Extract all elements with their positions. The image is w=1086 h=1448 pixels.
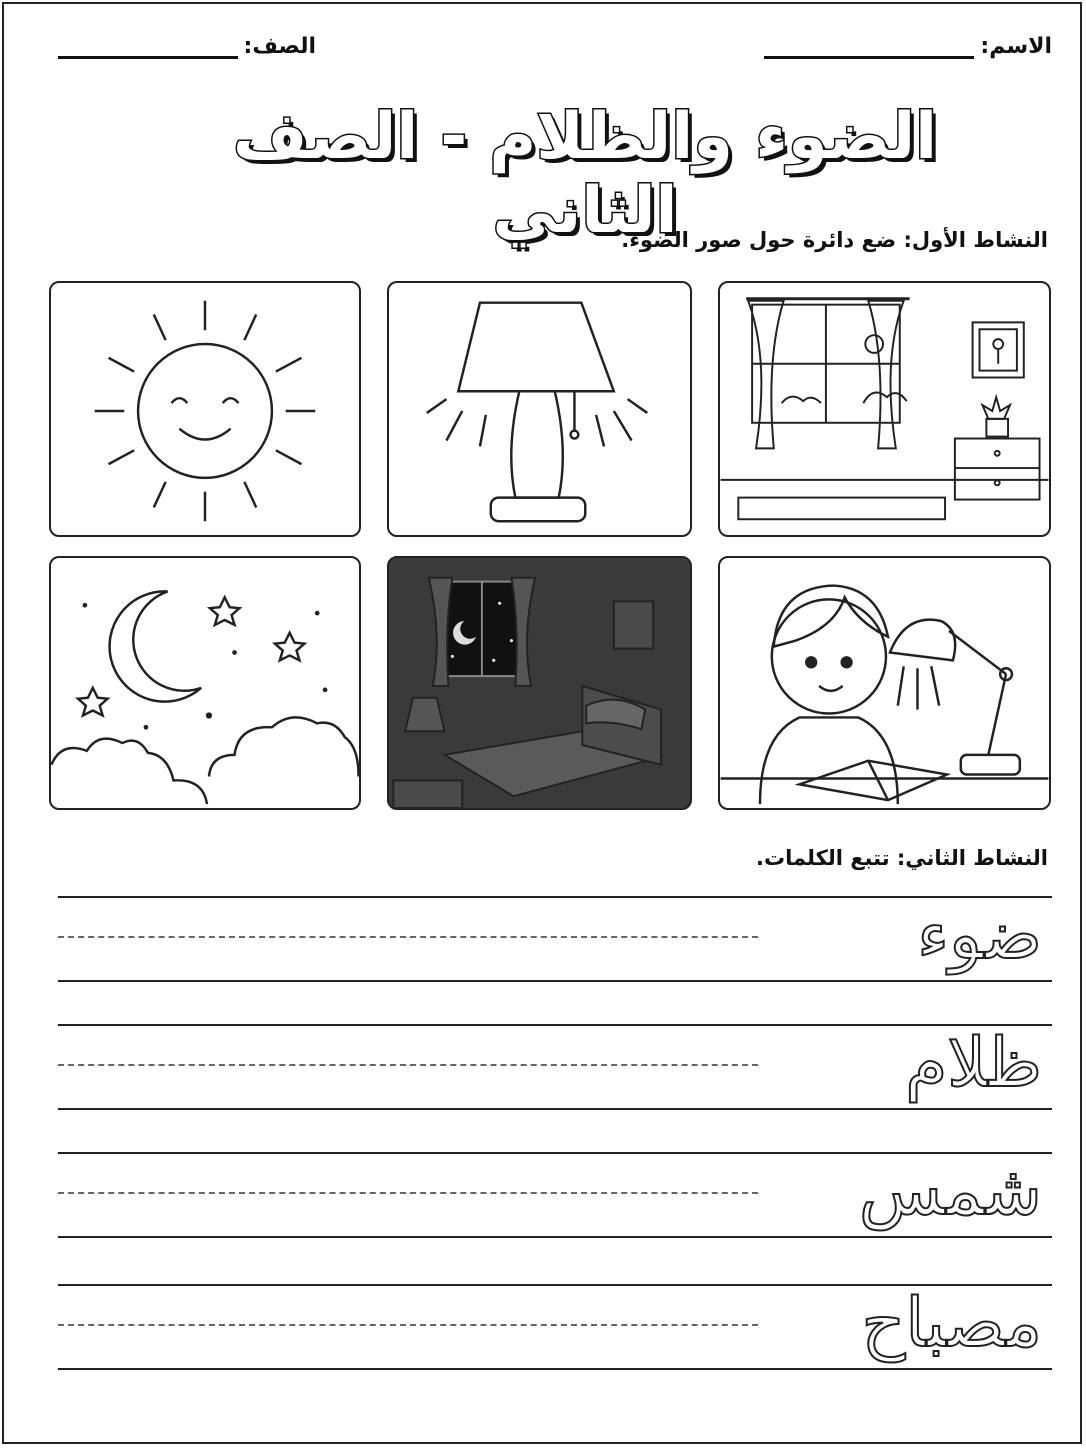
writing-line-dashed bbox=[58, 1324, 758, 1326]
class-blank-line[interactable] bbox=[58, 30, 238, 59]
name-field bbox=[764, 30, 1052, 59]
lamp-icon bbox=[389, 283, 690, 535]
activity-one-label: النشاط الأول: ضع دائرة حول صور الضوء. bbox=[621, 228, 1048, 252]
dark-bedroom-icon bbox=[389, 558, 690, 808]
trace-word[interactable]: ضوء bbox=[917, 896, 1042, 975]
writing-line-dashed bbox=[58, 1192, 758, 1194]
boy-reading-icon bbox=[720, 558, 1049, 808]
trace-word[interactable]: مصباح bbox=[861, 1284, 1042, 1363]
image-card-boy-reading[interactable] bbox=[718, 556, 1051, 810]
image-card-room-window[interactable] bbox=[718, 281, 1051, 537]
image-card-dark-bedroom[interactable] bbox=[387, 556, 692, 810]
writing-line-dashed bbox=[58, 1064, 758, 1066]
image-card-moon-stars[interactable] bbox=[49, 556, 361, 810]
class-label: الصف: bbox=[243, 34, 316, 59]
room-window-icon bbox=[720, 283, 1049, 535]
image-card-lamp[interactable] bbox=[387, 281, 692, 537]
tracing-row-4 bbox=[58, 1284, 1052, 1374]
activity-two-label: النشاط الثاني: تتبع الكلمات. bbox=[755, 846, 1048, 870]
class-field bbox=[58, 30, 316, 59]
worksheet-title: الضوء والظلام - الصف الثاني bbox=[232, 100, 938, 248]
trace-word[interactable]: شمس bbox=[859, 1152, 1042, 1231]
name-blank-line[interactable] bbox=[764, 30, 974, 59]
writing-line-dashed bbox=[58, 936, 758, 938]
tracing-row-1 bbox=[58, 896, 1052, 986]
sun-icon bbox=[51, 283, 359, 535]
tracing-row-2 bbox=[58, 1024, 1052, 1114]
tracing-row-3 bbox=[58, 1152, 1052, 1242]
name-label: الاسم: bbox=[980, 34, 1052, 59]
moon-stars-icon bbox=[51, 558, 359, 808]
image-card-sun[interactable] bbox=[49, 281, 361, 537]
trace-word[interactable]: ظلام bbox=[905, 1024, 1042, 1103]
